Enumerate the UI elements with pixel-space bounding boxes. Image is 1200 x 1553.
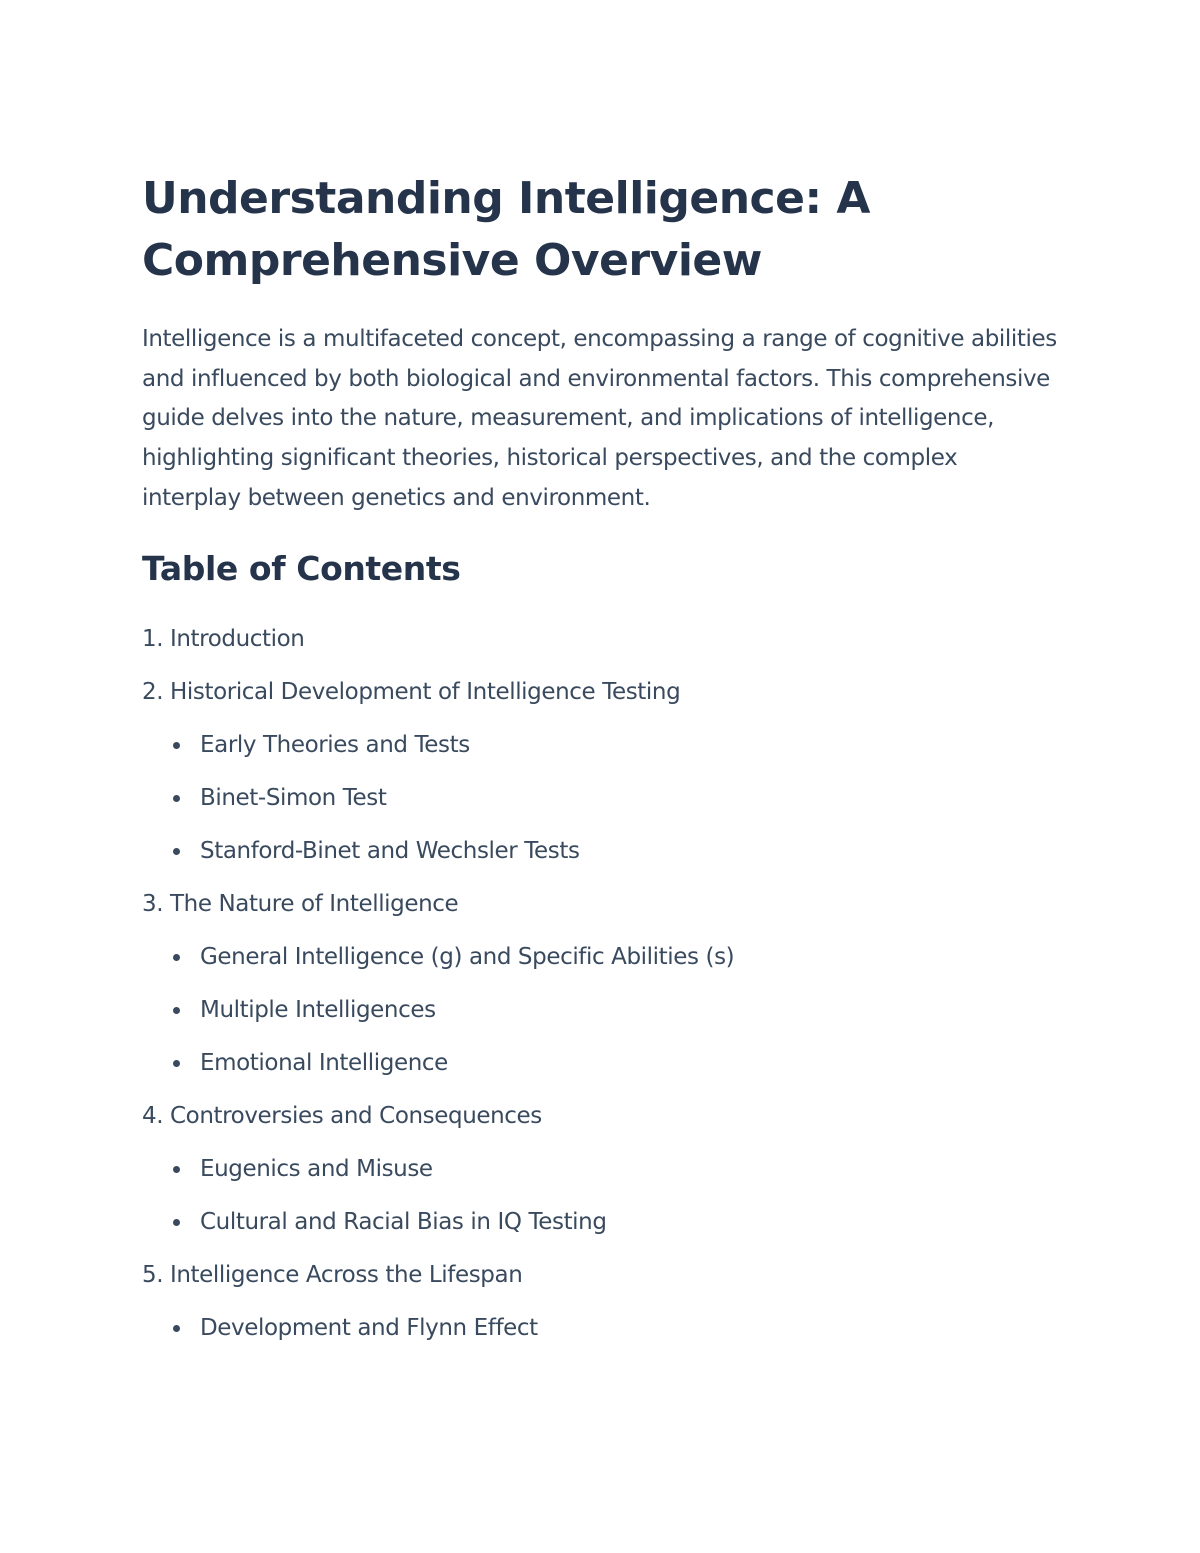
toc-item [142, 1249, 1062, 1302]
toc-subitem [142, 1143, 1062, 1196]
toc-subitem-label: Multiple Intelligences [200, 996, 436, 1023]
toc-sublist [142, 1302, 1062, 1355]
toc-subitem [142, 1037, 1062, 1090]
toc-subitem-label: General Intelligence (g) and Specific Abilities (s) [200, 943, 735, 970]
bullet-icon [173, 954, 180, 961]
page-title: Understanding Intelligence: A Comprehensive Overview [142, 173, 870, 286]
toc-section-4 [142, 1090, 1062, 1249]
toc-subitem [142, 931, 1062, 984]
toc-section-2 [142, 666, 1062, 878]
toc-label: Historical Development of Intelligence Testing [170, 678, 681, 705]
toc-number: 4. [142, 1102, 164, 1129]
toc-section-3 [142, 878, 1062, 1090]
toc-subitem [142, 772, 1062, 825]
toc-number: 2. [142, 678, 164, 705]
table-of-contents [142, 613, 1062, 1355]
toc-subitem-label: Cultural and Racial Bias in IQ Testing [200, 1208, 607, 1235]
toc-subitem-label: Eugenics and Misuse [200, 1155, 433, 1182]
toc-subitem [142, 1302, 1062, 1355]
toc-subitem [142, 1196, 1062, 1249]
toc-number: 3. [142, 890, 164, 917]
toc-subitem [142, 984, 1062, 1037]
bullet-icon [173, 848, 180, 855]
toc-subitem-label: Development and Flynn Effect [200, 1314, 538, 1341]
toc-heading: Table of Contents [142, 548, 461, 588]
toc-sublist [142, 1143, 1062, 1249]
bullet-icon [173, 1325, 180, 1332]
bullet-icon [173, 1166, 180, 1173]
bullet-icon [173, 795, 180, 802]
toc-label: Introduction [170, 625, 305, 652]
bullet-icon [173, 1219, 180, 1226]
toc-subitem-label: Stanford-Binet and Wechsler Tests [200, 837, 580, 864]
toc-subitem-label: Emotional Intelligence [200, 1049, 448, 1076]
toc-section-5 [142, 1249, 1062, 1355]
intro-paragraph: Intelligence is a multifaceted concept, encompassing a range of cognitive abilities and influenced by both biological and environmental factors. This comprehensive guide delves into the nature, measurement, and implications of intelligence, highlighting significant theories, historical perspectives, and the complex interplay between genetics and environment. [142, 326, 1057, 511]
toc-sublist [142, 931, 1062, 1090]
toc-subitem-label: Early Theories and Tests [200, 731, 470, 758]
toc-subitem [142, 825, 1062, 878]
toc-item [142, 878, 1062, 931]
toc-sublist [142, 719, 1062, 878]
bullet-icon [173, 742, 180, 749]
toc-number: 1. [142, 625, 164, 652]
toc-label: The Nature of Intelligence [170, 890, 459, 917]
toc-number: 5. [142, 1261, 164, 1288]
toc-label: Intelligence Across the Lifespan [170, 1261, 523, 1288]
toc-item [142, 1090, 1062, 1143]
toc-item [142, 666, 1062, 719]
bullet-icon [173, 1007, 180, 1014]
toc-label: Controversies and Consequences [170, 1102, 542, 1129]
bullet-icon [173, 1060, 180, 1067]
toc-section-1 [142, 613, 1062, 666]
toc-subitem-label: Binet-Simon Test [200, 784, 387, 811]
toc-item [142, 613, 1062, 666]
toc-subitem [142, 719, 1062, 772]
document-page [142, 168, 1062, 1355]
